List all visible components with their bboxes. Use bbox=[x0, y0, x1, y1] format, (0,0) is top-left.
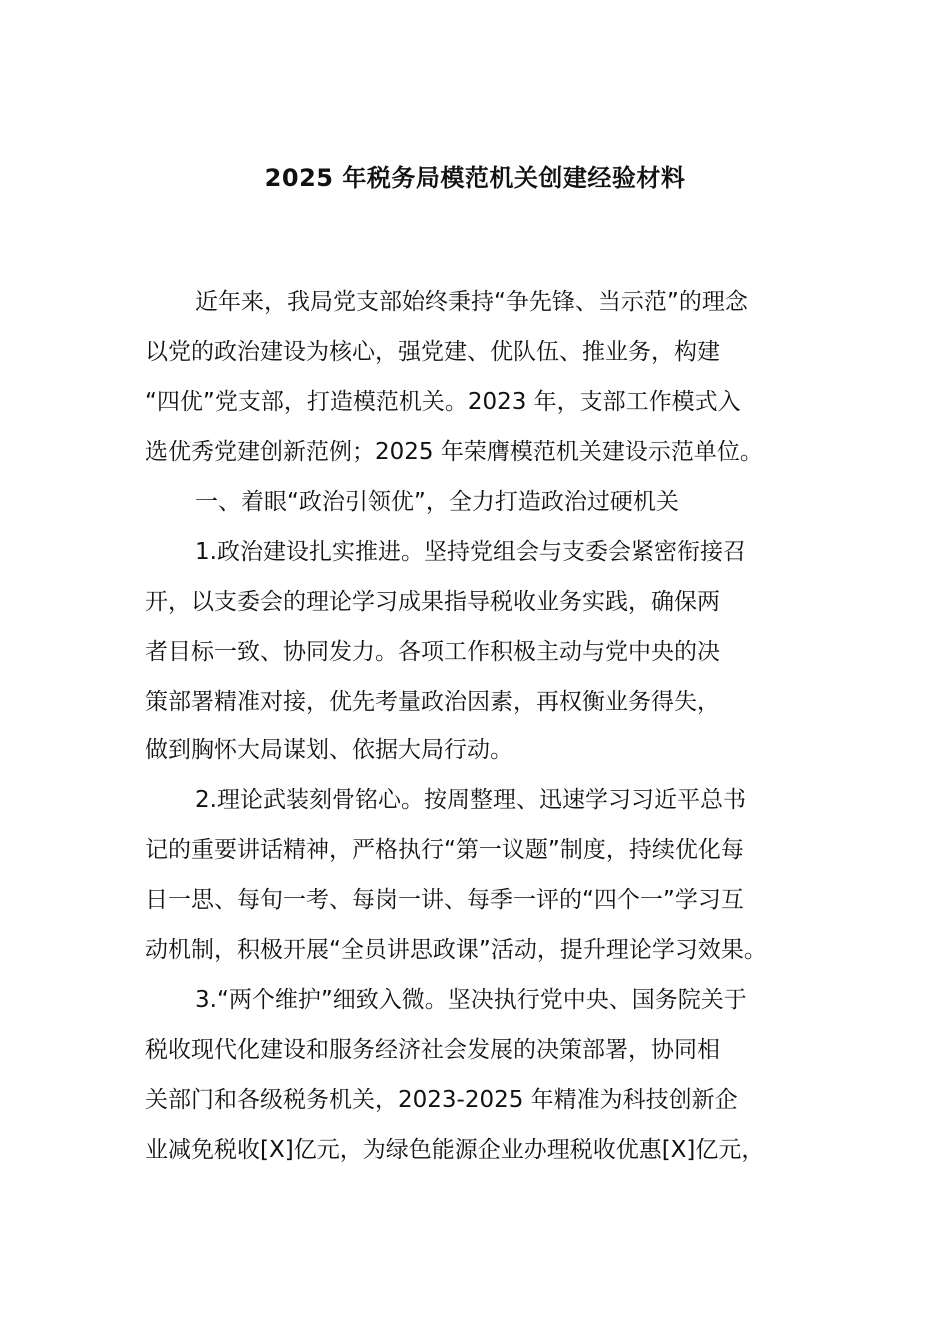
body-line: 记的重要讲话精神，严格执行“第一议题”制度，持续优化每 bbox=[145, 837, 744, 863]
body-line: 关部门和各级税务机关，2023-2025 年精准为科技创新企 bbox=[145, 1087, 738, 1113]
body-line: 以党的政治建设为核心，强党建、优队伍、推业务，构建 bbox=[145, 339, 720, 365]
body-line: 1.政治建设扎实推进。坚持党组会与支委会紧密衔接召 bbox=[195, 539, 746, 565]
body-line: 日一思、每旬一考、每岗一讲、每季一评的“四个一”学习互 bbox=[145, 887, 744, 913]
body-line: 税收现代化建设和服务经济社会发展的决策部署，协同相 bbox=[145, 1037, 720, 1063]
body-line: 近年来，我局党支部始终秉持“争先锋、当示范”的理念 bbox=[195, 289, 748, 315]
body-line: “四优”党支部，打造模范机关。2023 年，支部工作模式入 bbox=[145, 389, 741, 415]
section-heading: 一、着眼“政治引领优”，全力打造政治过硬机关 bbox=[195, 489, 679, 515]
body-line: 3.“两个维护”细致入微。坚决执行党中央、国务院关于 bbox=[195, 987, 747, 1013]
body-line: 2.理论武装刻骨铭心。按周整理、迅速学习习近平总书 bbox=[195, 787, 746, 813]
body-line: 业减免税收[X]亿元，为绿色能源企业办理税收优惠[X]亿元， bbox=[145, 1137, 765, 1163]
body-line: 做到胸怀大局谋划、依据大局行动。 bbox=[145, 737, 513, 763]
body-line: 策部署精准对接，优先考量政治因素，再权衡业务得失， bbox=[145, 689, 720, 715]
body-line: 开，以支委会的理论学习成果指导税收业务实践，确保两 bbox=[145, 589, 720, 615]
body-line: 者目标一致、协同发力。各项工作积极主动与党中央的决 bbox=[145, 639, 720, 665]
document-title: 2025 年税务局模范机关创建经验材料 bbox=[264, 164, 686, 192]
body-line: 动机制，积极开展“全员讲思政课”活动，提升理论学习效果。 bbox=[145, 937, 767, 963]
body-line: 选优秀党建创新范例；2025 年荣膺模范机关建设示范单位。 bbox=[145, 439, 763, 465]
